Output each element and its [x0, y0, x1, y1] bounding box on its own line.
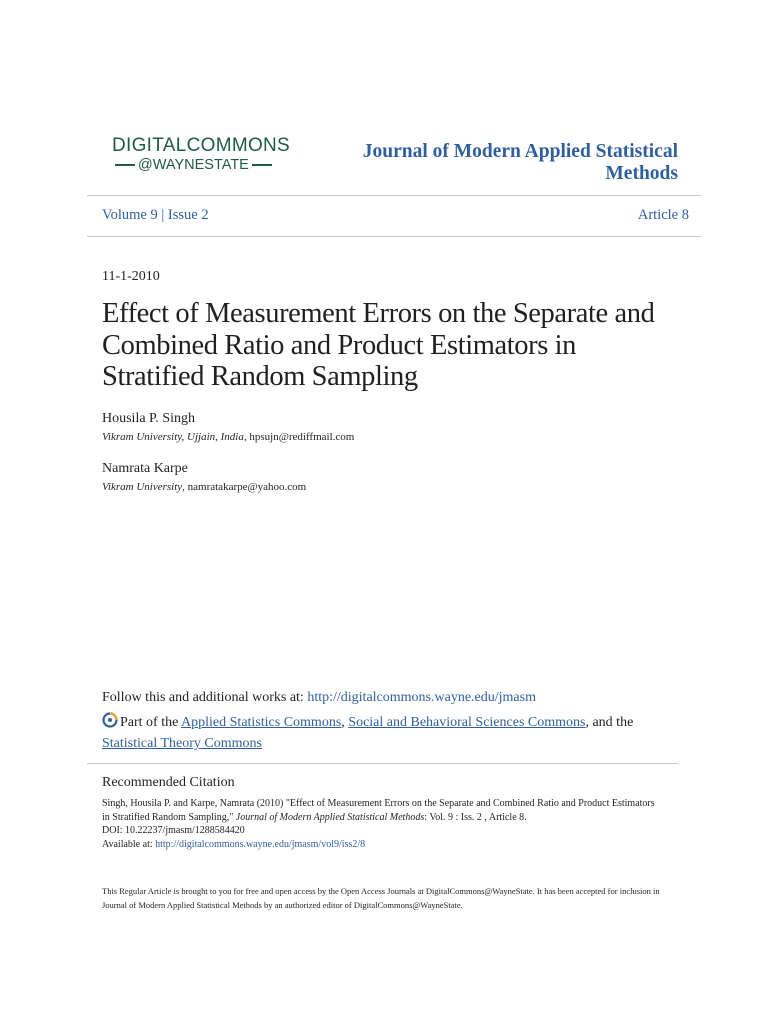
- follow-text: Follow this and additional works at:: [102, 690, 308, 705]
- recommended-citation-heading: Recommended Citation: [102, 775, 235, 790]
- header-divider-bottom: [87, 236, 701, 237]
- author-name: Namrata Karpe: [102, 461, 188, 476]
- issue-separator: |: [161, 207, 165, 223]
- logo-line2: @WAYNESTATE: [138, 157, 249, 173]
- header-divider-top: [87, 195, 701, 196]
- citation-text: Singh, Housila P. and Karpe, Namrata (2010) "Effect of Measurement Errors on the Separate and Combined Ratio and Product Estimators in Stratified Random Sampling,": [102, 798, 655, 823]
- citation-divider: [87, 763, 678, 764]
- publication-date: 11-1-2010: [102, 269, 160, 284]
- affiliation-institution: Vikram University, Ujjain, India: [102, 431, 244, 443]
- issue-link[interactable]: Issue 2: [167, 207, 209, 223]
- author-affiliation: [102, 481, 306, 493]
- citation-doi: DOI: 10.22237/jmasm/1288584420: [102, 825, 245, 836]
- logo-dash-left: [115, 164, 135, 166]
- affiliation-institution: Vikram University: [102, 481, 183, 493]
- citation-journal: Journal of Modern Applied Statistical Methods: [235, 811, 425, 823]
- available-at-link[interactable]: http://digitalcommons.wayne.edu/jmasm/vol9/iss2/8: [155, 838, 366, 850]
- article-link[interactable]: Article 8: [637, 207, 689, 223]
- author-name: Housila P. Singh: [102, 411, 195, 426]
- part-of-sep1: ,: [341, 715, 349, 730]
- issue-row: [102, 207, 689, 224]
- open-access-footnote: This Regular Article is brought to you for free and open access by the Open Access Journals at DigitalCommons@WayneState. It has been accepted for inclusion in Journal of Modern Applied Statistical Methods by an authorized editor of DigitalCommons@WayneState.: [102, 886, 660, 910]
- part-of-prefix: Part of the: [120, 715, 182, 730]
- part-of-line: [102, 712, 662, 753]
- author-affiliation: [102, 431, 354, 443]
- logo-line2-row: [112, 157, 282, 173]
- digitalcommons-logo[interactable]: [112, 135, 291, 173]
- logo-line1: DIGITALCOMMONS: [112, 135, 291, 156]
- social-behavioral-sciences-commons-link[interactable]: Social and Behavioral Sciences Commons: [348, 715, 586, 730]
- journal-title[interactable]: Journal of Modern Applied Statistical Methods: [362, 141, 678, 184]
- logo-dash-right: [252, 164, 272, 166]
- follow-url-link[interactable]: http://digitalcommons.wayne.edu/jmasm: [307, 690, 536, 705]
- available-at-label: Available at:: [102, 838, 156, 850]
- volume-link[interactable]: Volume 9: [102, 207, 158, 223]
- applied-statistics-commons-link[interactable]: Applied Statistics Commons: [181, 715, 342, 730]
- follow-line: [102, 690, 536, 706]
- author-email: , hpsujn@rediffmail.com: [243, 431, 355, 443]
- author-email: , namratakarpe@yahoo.com: [182, 481, 307, 493]
- article-title: Effect of Measurement Errors on the Separate and Combined Ratio and Product Estimators in Stratified Random Sampling: [102, 298, 655, 392]
- statistical-theory-commons-link[interactable]: Statistical Theory Commons: [102, 736, 262, 751]
- citation-block: [102, 797, 662, 851]
- part-of-sep2: , and the: [585, 715, 634, 730]
- commons-network-icon: [102, 712, 118, 734]
- citation-volume: : Vol. 9 : Iss. 2 , Article 8.: [424, 811, 527, 823]
